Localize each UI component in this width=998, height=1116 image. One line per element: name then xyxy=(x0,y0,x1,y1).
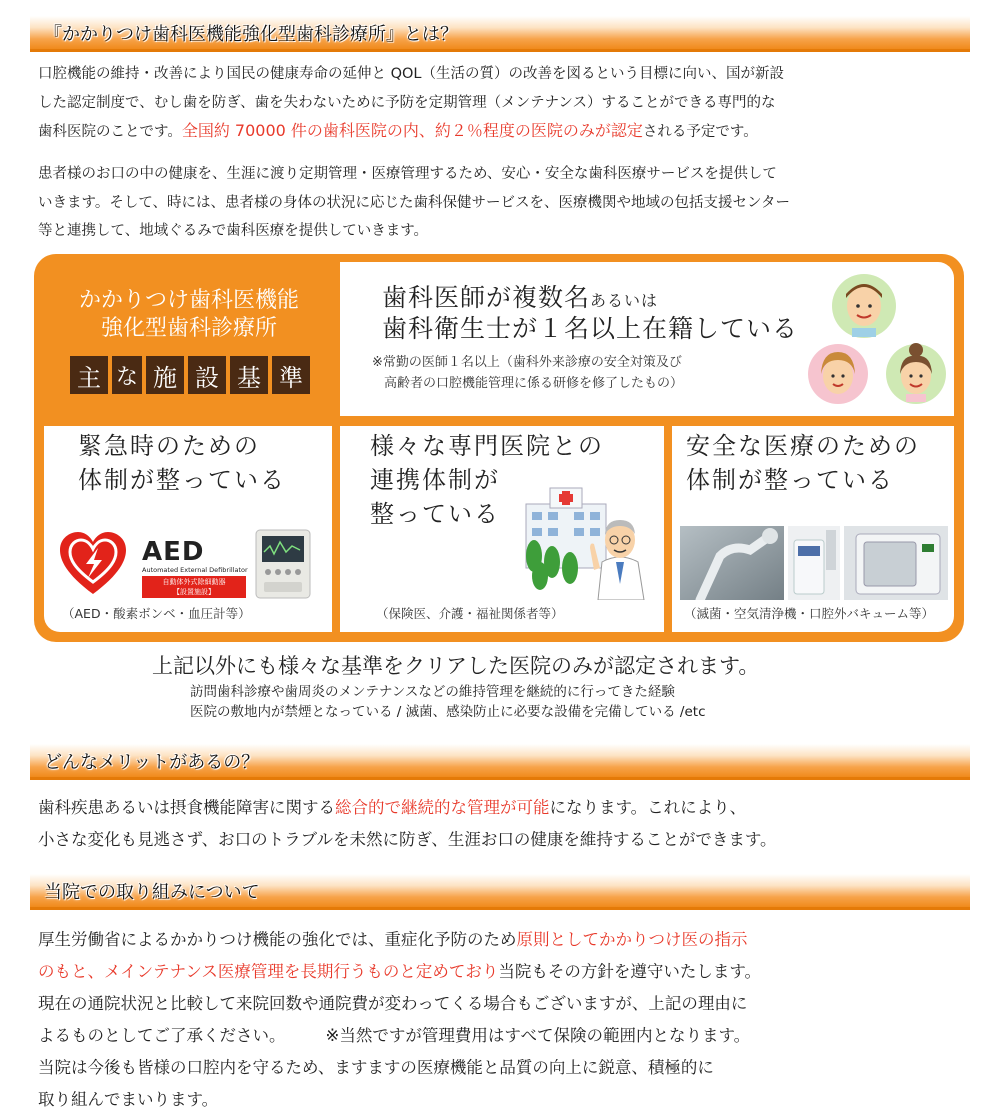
cooperation-line1: 様々な専門医院との xyxy=(370,432,604,460)
emergency-line2: 体制が整っている xyxy=(78,466,286,494)
aed-title: AED xyxy=(142,537,205,567)
cooperation-line2: 連携体制が xyxy=(370,466,500,494)
section-heading-bar xyxy=(30,16,970,52)
highlight-text: 総合的で継続的な管理が可能 xyxy=(335,798,550,817)
subtitle-char: 設 xyxy=(188,356,226,394)
text-span: ※当然ですが管理費用はすべて保険の範囲内となります。 xyxy=(325,1026,751,1045)
text-line: 【設置施設】 xyxy=(173,588,215,596)
text-span: あるいは xyxy=(590,291,659,310)
text-line xyxy=(38,924,761,956)
text-line: いきます。そして、時には、患者様の身体の状況に応じた歯科保健サービスを、医療機関や地域の包括支援センター xyxy=(38,194,790,211)
blood-pressure-monitor-icon xyxy=(254,528,312,600)
section-heading: 『かかりつけ歯科医機能強化型歯科診療所』とは？ xyxy=(44,24,458,45)
intro-paragraph xyxy=(38,60,784,147)
staff-line2: 歯科衛生士が１名以上在籍している xyxy=(382,314,799,343)
text-line xyxy=(38,956,761,988)
cooperation-line3: 整っている xyxy=(370,500,500,528)
male-dentist-icon xyxy=(832,274,896,338)
subtitle-char: 準 xyxy=(272,356,310,394)
text-line: 自動体外式除細動器 xyxy=(162,578,226,586)
text-line xyxy=(38,117,784,147)
text-line: 患者様のお口の中の健康を、生涯に渡り定期管理・医療管理するため、安心・安全な歯科医療サービスを提供して xyxy=(38,166,777,182)
highlight-text: 原則としてかかりつけ医の指示 xyxy=(516,930,748,949)
text-line xyxy=(38,1020,761,1052)
emergency-caption: （AED・酸素ボンベ・血圧計等） xyxy=(62,606,251,621)
hospital-doctor-illustration xyxy=(520,484,660,600)
text-span: よるものとしてご了承ください。 xyxy=(38,1026,286,1045)
initiative-paragraph xyxy=(38,924,761,1116)
staff-note-line1: ※常勤の医師１名以上（歯科外来診療の安全対策及び xyxy=(372,355,682,370)
aed-subtitle: Automated External Defibrillator xyxy=(142,566,248,574)
text-line: 現在の通院状況と比較して来院回数や通院費が変わってくる場合もございますが、上記の理由に xyxy=(38,994,748,1013)
staff-note-line2: 高齢者の口腔機能管理に係る研修を修了したもの） xyxy=(384,376,684,391)
subtitle-char: な xyxy=(112,356,142,394)
subtitle-char: 主 xyxy=(70,356,108,394)
text-line: 当院は今後も皆様の口腔内を守るため、ますますの医療機能と品質の向上に鋭意、積極的に xyxy=(38,1058,714,1077)
staff-faces-illustration xyxy=(808,270,954,414)
aed-jp-label xyxy=(142,576,246,598)
text-line: した認定制度で、むし歯を防ぎ、歯を失わないために予防を定期管理（メンテナンス）することができる専門的な xyxy=(38,94,776,111)
service-paragraph xyxy=(38,160,790,246)
section-heading: どんなメリットがあるの？ xyxy=(44,752,260,773)
text-line: 訪問歯科診療や歯周炎のメンテナンスなどの維持管理を継続的に行ってきた経験 xyxy=(190,684,675,700)
text-span: される予定です。 xyxy=(642,124,758,140)
safety-line2: 体制が整っている xyxy=(686,466,894,494)
aed-heart-icon xyxy=(58,530,128,598)
subtitle-char: 基 xyxy=(230,356,268,394)
text-line: 医院の敷地内が禁煙となっている / 滅菌、感染防止に必要な設備を完備している /etc xyxy=(190,704,706,720)
text-line: 口腔機能の維持・改善により国民の健康寿命の延伸と QOL（生活の質）の改善を図るという目標に向い、国が新設 xyxy=(38,66,785,82)
text-span: になります。これにより、 xyxy=(549,798,747,817)
air-purifier-icon xyxy=(788,526,840,600)
safety-line1: 安全な医療のための xyxy=(686,432,920,460)
subtitle-char: 施 xyxy=(146,356,184,394)
text-line: 小さな変化も見逃さず、お口のトラブルを未然に防ぎ、生涯お口の健康を維持することができます。 xyxy=(38,830,777,849)
dental-vacuum-icon xyxy=(680,526,784,600)
criteria-summary: 上記以外にも様々な基準をクリアした医院のみが認定されます。 xyxy=(152,654,760,678)
highlight-text: 全国約 70000 件の歯科医院の内、約２％程度の医院のみが認定 xyxy=(181,121,643,140)
autoclave-icon xyxy=(844,526,948,600)
aed-label xyxy=(142,538,246,598)
criteria-subtitle xyxy=(70,356,310,394)
safety-caption: （滅菌・空気清浄機・口腔外バキューム等） xyxy=(684,606,935,621)
merit-paragraph xyxy=(38,792,777,856)
highlight-text: のもと、メインテナンス医療管理を長期行うものと定めており xyxy=(38,962,499,981)
criteria-title-line1: かかりつけ歯科医機能 xyxy=(78,288,299,313)
female-staff-icon xyxy=(886,343,946,404)
text-line: 等と連携して、地域ぐるみで歯科医療を提供していきます。 xyxy=(38,223,429,239)
text-span: 歯科疾患あるいは摂食機能障害に関する xyxy=(38,798,335,817)
section-heading-bar xyxy=(30,744,970,780)
text-span: 当院もその方針を遵守いたします。 xyxy=(498,962,762,981)
sterilization-equipment-photos xyxy=(680,526,948,600)
text-span: 歯科医師が複数名 xyxy=(382,283,591,312)
text-line xyxy=(38,792,777,824)
criteria-extra-list xyxy=(190,682,706,722)
text-span: 厚生労働省によるかかりつけ機能の強化では、重症化予防のため xyxy=(38,930,517,949)
section-heading: 当院での取り組みについて xyxy=(44,882,260,903)
cooperation-caption: （保険医、介護・福祉関係者等） xyxy=(376,606,564,621)
criteria-title-line2: 強化型歯科診療所 xyxy=(100,316,277,341)
emergency-line1: 緊急時のための xyxy=(78,432,260,460)
female-hygienist-icon xyxy=(808,344,868,404)
text-line: 取り組んでまいります。 xyxy=(38,1090,219,1109)
text-span: 歯科医院のことです。 xyxy=(38,124,182,140)
section-heading-bar xyxy=(30,874,970,910)
